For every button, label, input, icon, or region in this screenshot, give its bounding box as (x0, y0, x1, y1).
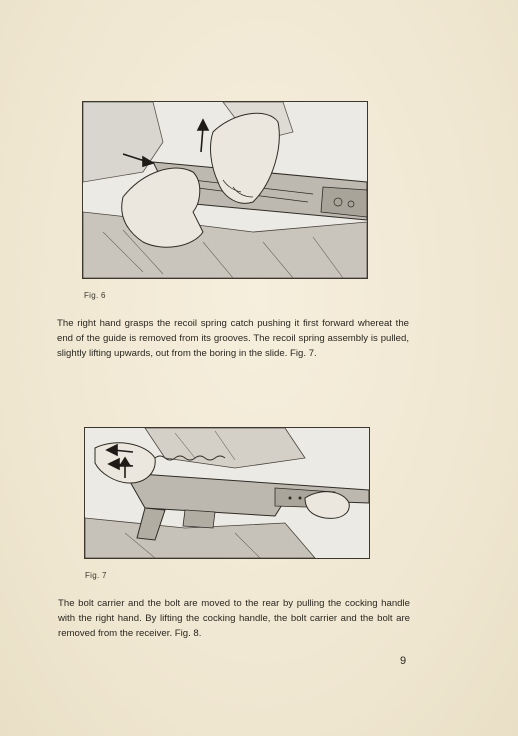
paragraph-recoil-spring: The right hand grasps the recoil spring catch pushing it first forward whereat the end of the guide is removed from its grooves. The recoil spring assembly is pulled, slightly lifting upwards, out from the boring in the slide. Fig. 7. (57, 318, 409, 359)
recoil-spring-removal-drawing (83, 102, 367, 278)
figure-7-illustration (84, 427, 370, 559)
page-number: 9 (400, 655, 407, 667)
figure-6-caption: Fig. 6 (84, 291, 106, 300)
figure-7-caption: Fig. 7 (85, 571, 107, 580)
bolt-carrier-removal-drawing (85, 428, 369, 558)
paragraph-bolt-carrier: The bolt carrier and the bolt are moved to the rear by pulling the cocking handle with the right hand. By lifting the cocking handle, the bolt carrier and the bolt are removed from the receiver. Fig. 8. (58, 598, 410, 639)
figure-6-illustration (82, 101, 368, 279)
